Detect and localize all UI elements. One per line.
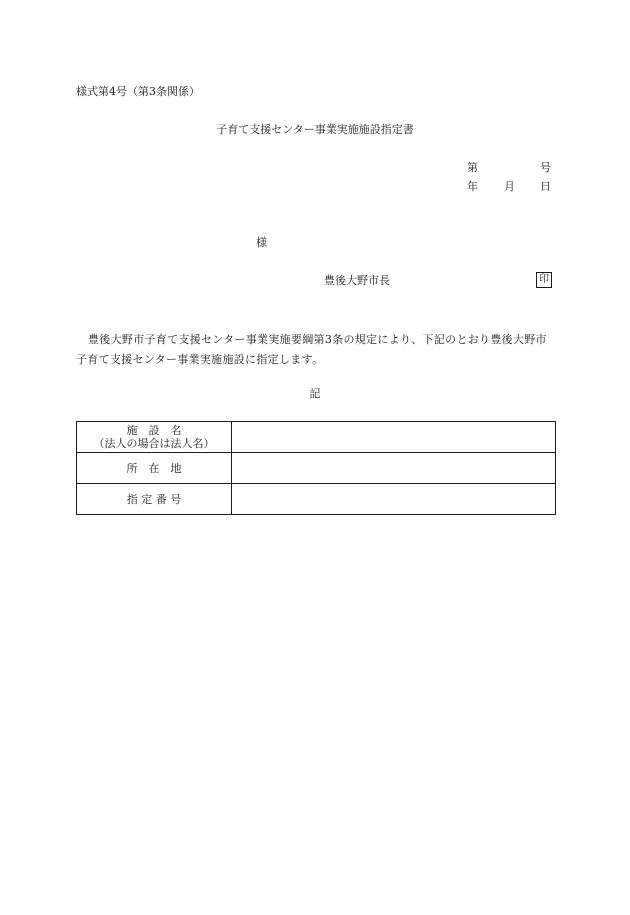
- location-value: [232, 453, 556, 484]
- table-row-facility-name: [77, 422, 556, 453]
- issuer-name: 豊後大野市長: [324, 274, 390, 287]
- facility-name-value: [232, 422, 556, 453]
- date-month-label: 月: [504, 180, 515, 193]
- facility-name-label: 施 設 名: [126, 424, 182, 437]
- facility-name-sublabel: （法人の場合は法人名）: [93, 437, 215, 450]
- addressee-honorific: 様: [256, 236, 267, 249]
- designation-number-value: [232, 484, 556, 515]
- form-number: 様式第4号（第3条関係）: [76, 85, 200, 98]
- location-label: 所 在 地: [77, 453, 232, 484]
- facility-name-label-cell: [77, 422, 232, 453]
- table-row-designation-number: [77, 484, 556, 515]
- body-paragraph: 豊後大野市子育て支援センター事業実施要綱第3条の規定により、下記のとおり豊後大野市子育て支援センター事業実施施設に指定します。: [76, 333, 547, 366]
- ki-heading: 記: [309, 387, 321, 400]
- date-day-label: 日: [540, 180, 551, 193]
- doc-number-dai: 第: [467, 161, 478, 174]
- seal-mark: 印: [536, 272, 552, 288]
- designation-number-label: 指 定 番 号: [77, 484, 232, 515]
- date-year-label: 年: [467, 180, 478, 193]
- document-title: 子育て支援センター事業実施施設指定書: [216, 123, 414, 136]
- facility-info-table: [76, 421, 556, 515]
- doc-number-go: 号: [540, 161, 551, 174]
- table-row-location: [77, 453, 556, 484]
